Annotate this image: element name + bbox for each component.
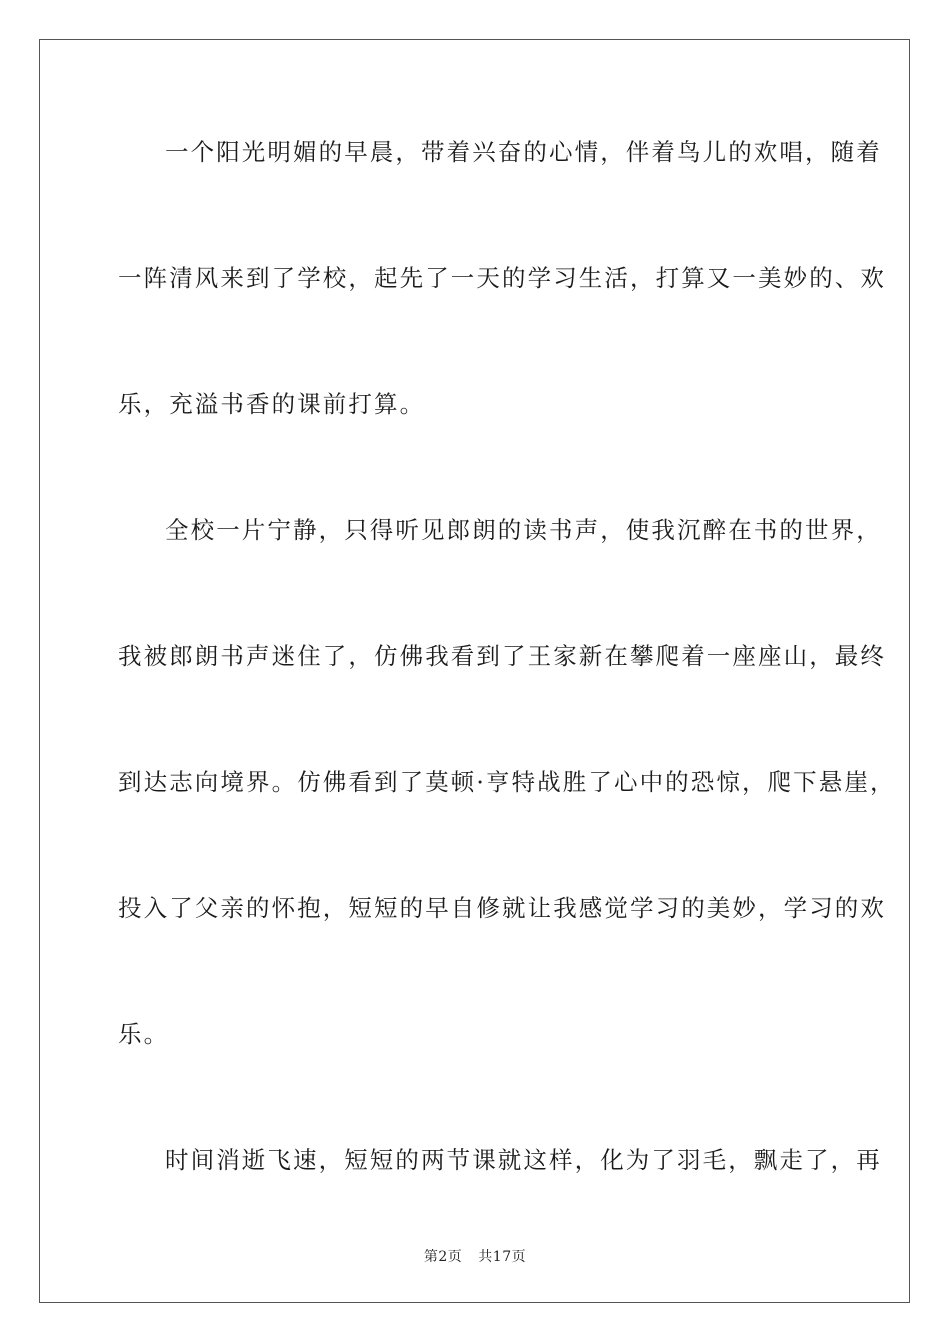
text-line: 到达志向境界。仿佛看到了莫顿·亨特战胜了心中的恐惊，爬下悬崖，: [118, 768, 896, 796]
text-line: 乐。: [118, 1020, 170, 1048]
page-number: 第2页: [423, 1249, 463, 1265]
document-body: [118, 126, 896, 1260]
text-line: 一个阳光明媚的早晨，带着兴奋的心情，伴着鸟儿的欢唱，随着: [165, 138, 882, 166]
text-line: 投入了父亲的怀抱，短短的早自修就让我感觉学习的美妙，学习的欢: [118, 894, 886, 922]
text-line: 我被郎朗书声迷住了，仿佛我看到了王家新在攀爬着一座座山，最终: [118, 642, 886, 670]
paragraph-2: [118, 504, 896, 1134]
page-footer: [0, 1246, 950, 1266]
text-line: 时间消逝飞速，短短的两节课就这样，化为了羽毛，飘走了，再: [165, 1146, 882, 1174]
text-line: 一阵清风来到了学校，起先了一天的学习生活，打算又一美妙的、欢: [118, 264, 886, 292]
text-line: 乐，充溢书香的课前打算。: [118, 390, 426, 418]
paragraph-3: [118, 1134, 882, 1260]
text-line: 全校一片宁静，只得听见郎朗的读书声，使我沉醉在书的世界，: [165, 516, 882, 544]
page-total: 共17页: [478, 1249, 527, 1265]
paragraph-1: [118, 126, 886, 504]
